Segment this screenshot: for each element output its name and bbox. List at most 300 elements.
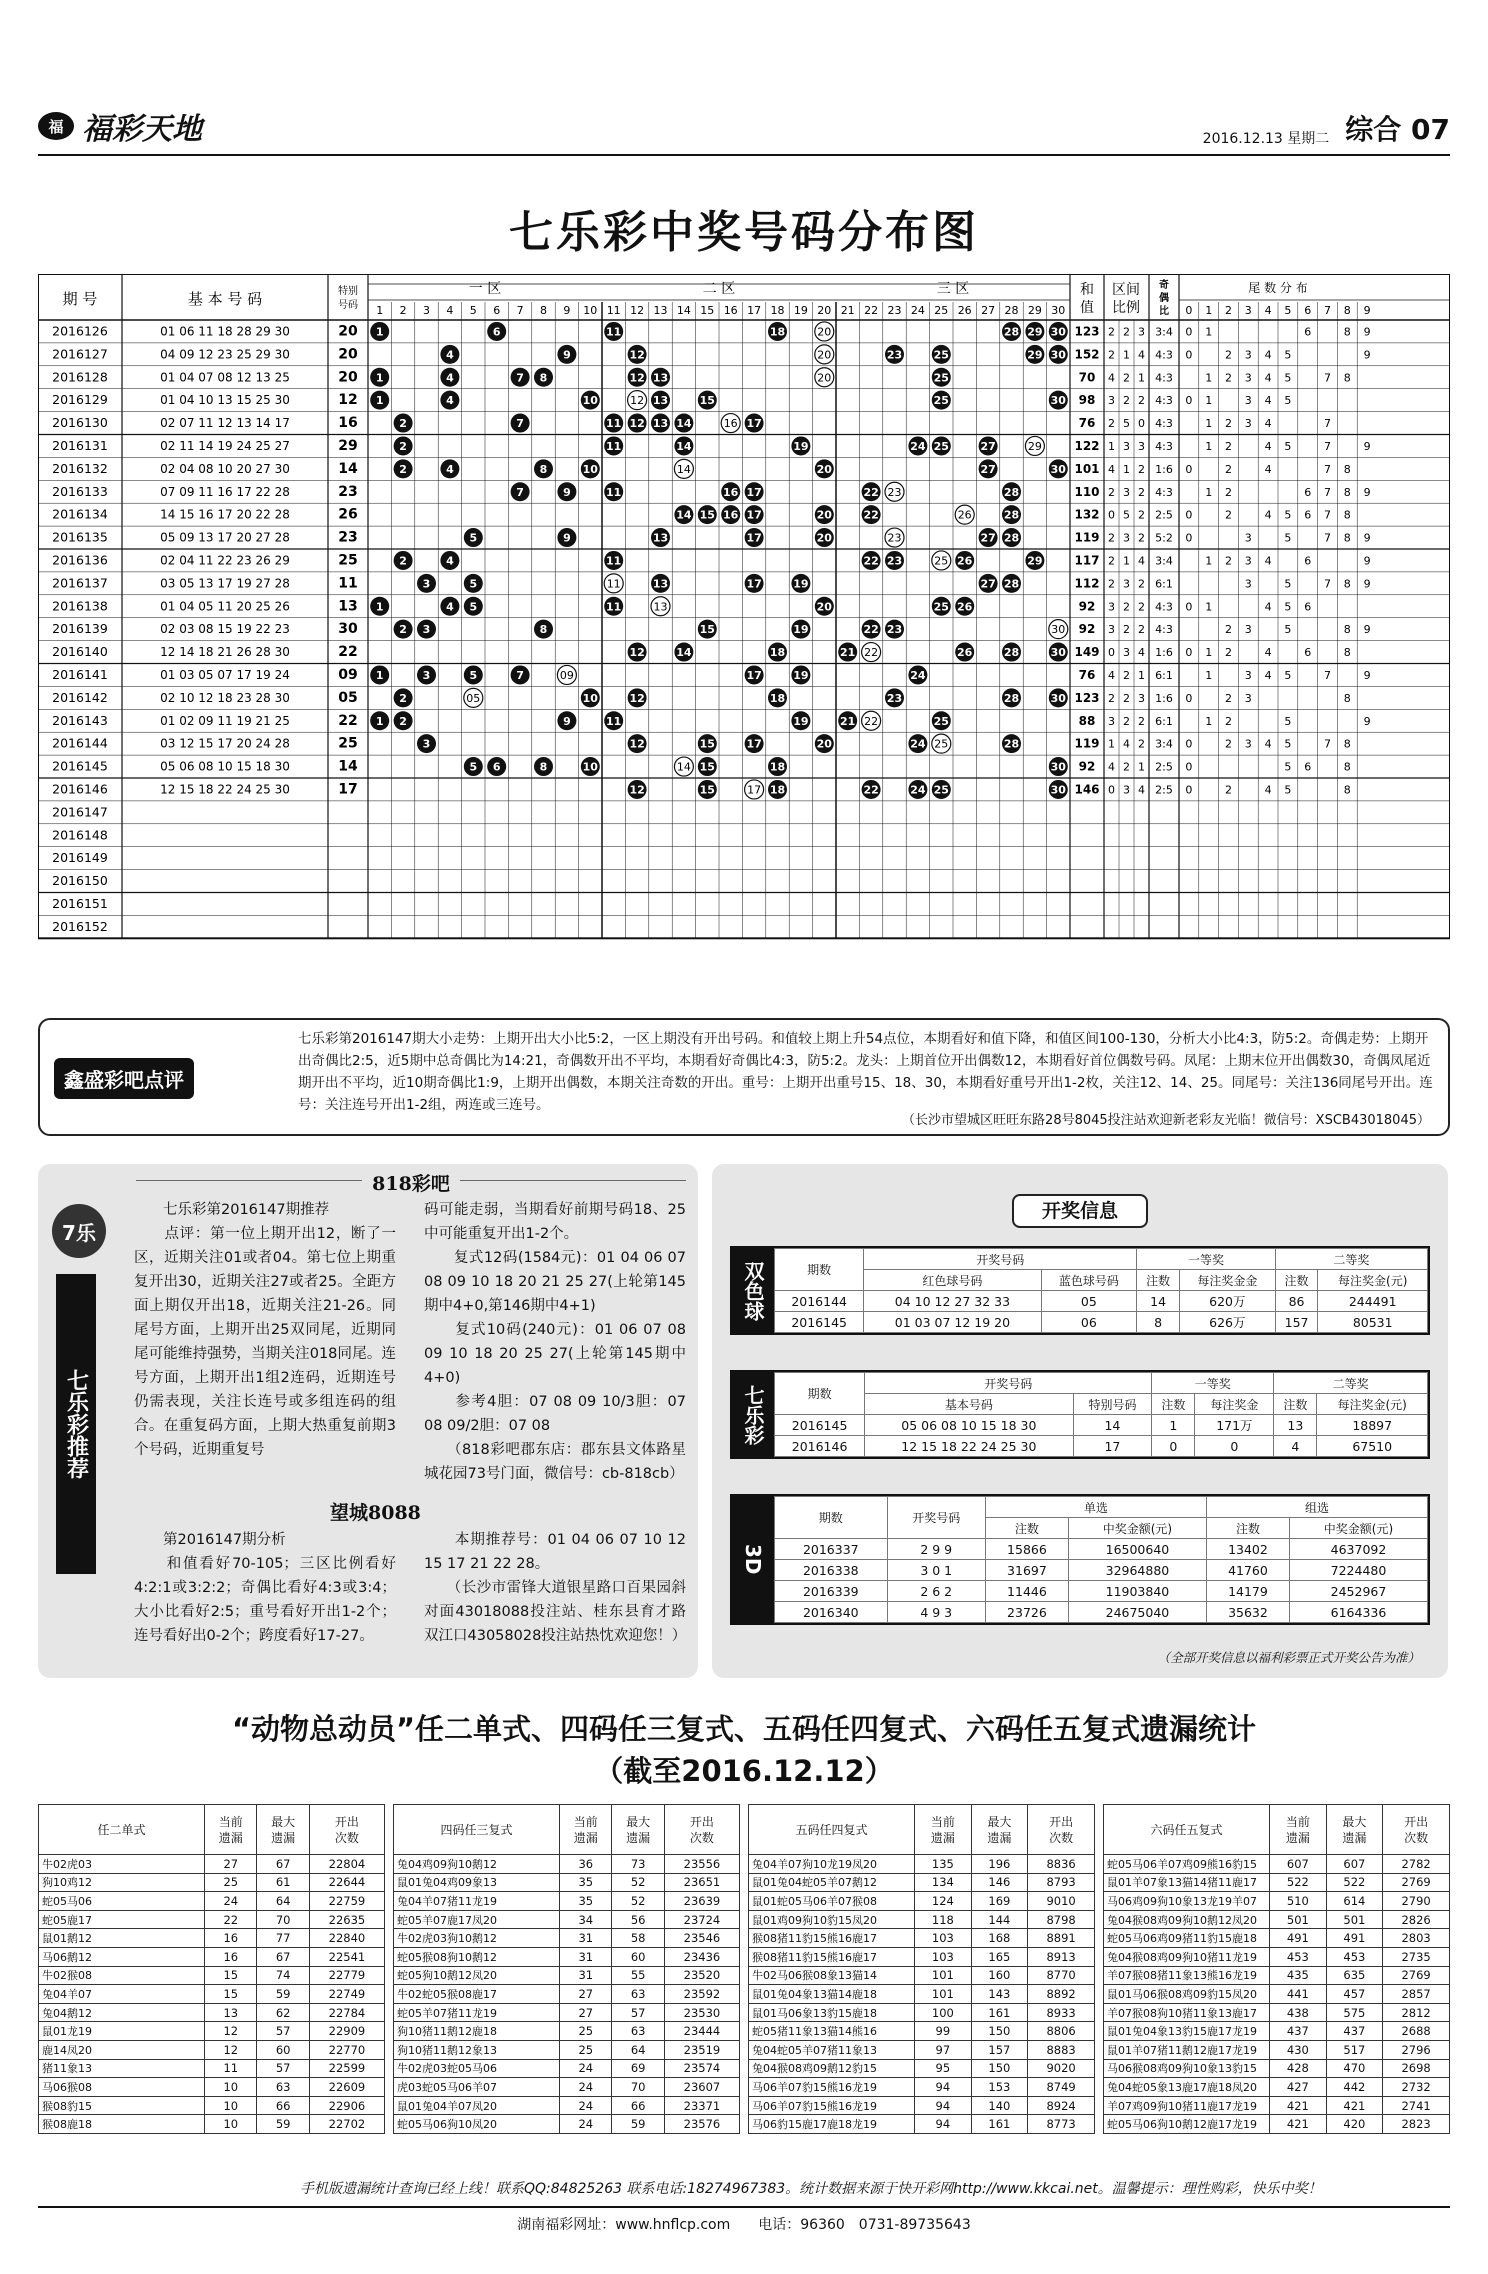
table-row	[1104, 1947, 1450, 1966]
header-tail: 尾 数 分 布	[1248, 281, 1308, 295]
stat-value: 2812	[1383, 2003, 1450, 2022]
combo: 牛02虎03狗10鹅12	[394, 1929, 560, 1948]
stat-value: 22609	[309, 2078, 384, 2097]
prize-grid	[774, 1248, 1428, 1333]
stat-value: 453	[1326, 1947, 1383, 1966]
drawn-number: 20	[816, 737, 832, 751]
row-special: 14	[338, 460, 358, 477]
combo: 鼠01龙19	[39, 2022, 205, 2041]
drawn-number: 5	[469, 760, 478, 774]
stat-value: 22909	[309, 2022, 384, 2041]
row-period: 2016138	[52, 598, 108, 614]
prize-cell: 80531	[1318, 1312, 1428, 1333]
stat-value: 63	[257, 2078, 309, 2097]
special-number: 14	[676, 760, 691, 774]
special-number: 20	[817, 325, 832, 339]
stat-value: 522	[1326, 1873, 1383, 1892]
row-ratio: 2	[1138, 485, 1145, 499]
row-tail: 3	[1244, 531, 1252, 545]
prize-row	[775, 1539, 1428, 1560]
stat-value: 196	[971, 1855, 1028, 1874]
row-ratio: 2	[1123, 325, 1130, 339]
row-sum: 110	[1074, 484, 1100, 499]
prize-cell: 18897	[1317, 1415, 1428, 1436]
header-odd-2: 比	[1159, 306, 1169, 317]
row-tail: 3	[1244, 691, 1252, 705]
combo: 兔04蛇05象13鹿17鹿18凤20	[1104, 2078, 1270, 2097]
combo: 鼠01马06象13豹15鹿18	[749, 2003, 915, 2022]
row-ratio: 5	[1123, 417, 1130, 431]
stats-title-line2: （截至2016.12.12）	[594, 1754, 894, 1788]
row-tail: 0	[1185, 691, 1193, 705]
drawn-number: 25	[933, 439, 949, 453]
drawn-number: 1	[375, 668, 384, 682]
stat-value: 607	[1326, 1855, 1383, 1874]
stat-value: 2769	[1383, 1873, 1450, 1892]
row-sum: 92	[1078, 599, 1096, 614]
col-group: 一等奖	[1137, 1249, 1275, 1270]
stat-value: 8924	[1028, 2096, 1095, 2115]
row-ratio: 5	[1123, 508, 1130, 522]
combo: 牛02蛇05猴08鹿17	[394, 1985, 560, 2004]
page-header	[38, 112, 1450, 156]
page-title: 七乐彩中奖号码分布图	[509, 207, 979, 258]
special-number: 29	[1027, 439, 1042, 453]
prize-cell: 2016145	[775, 1312, 864, 1333]
stat-value: 100	[915, 2003, 972, 2022]
combo: 牛02猴08	[39, 1966, 205, 1985]
row-ratio: 1	[1123, 554, 1130, 568]
stat-value: 70	[257, 1910, 309, 1929]
section-label: 综合 07	[1345, 113, 1450, 146]
col-header: 注数	[985, 1518, 1068, 1539]
drawn-number: 28	[1003, 737, 1020, 751]
prize-cell: 8	[1137, 1312, 1180, 1333]
drawn-number: 30	[1050, 760, 1066, 774]
stats-title	[0, 1708, 1488, 1792]
prize-cell: 24675040	[1068, 1602, 1206, 1623]
stat-value: 35	[560, 1892, 612, 1911]
stats-footnote: 手机版遗漏统计查询已经上线！联系QQ:84825263 联系电话:18274967383。统计数据来源于快开彩网http://www.kkcai.net。温馨提示：理性购彩，快乐中奖！	[300, 2181, 1322, 2197]
row-ratio: 2	[1123, 760, 1130, 774]
stat-value: 9010	[1028, 1892, 1095, 1911]
row-special: 12	[338, 392, 358, 409]
row-ratio: 1	[1108, 439, 1115, 453]
drawn-number: 17	[746, 485, 762, 499]
drawn-number: 7	[516, 485, 524, 499]
drawn-number: 2	[399, 554, 407, 568]
qlc-table	[730, 1370, 1430, 1459]
header-tail-digit: 8	[1343, 304, 1351, 317]
prize-cell: 12 15 18 22 24 25 30	[865, 1436, 1073, 1457]
special-number: 12	[630, 394, 645, 408]
stat-value: 63	[612, 2022, 664, 2041]
drawn-number: 26	[957, 554, 973, 568]
prize-cell: 11446	[985, 1581, 1068, 1602]
special-number: 25	[934, 737, 949, 751]
table-row	[1104, 2022, 1450, 2041]
special-number: 11	[606, 577, 621, 591]
stat-value: 22770	[309, 2040, 384, 2059]
row-tail: 4	[1264, 417, 1272, 431]
row-ratio: 0	[1138, 417, 1145, 431]
stat-value: 101	[915, 1966, 972, 1985]
stat-value: 150	[971, 2059, 1028, 2078]
row-sum: 123	[1074, 324, 1100, 339]
header-num: 12	[630, 304, 645, 317]
row-sum: 112	[1074, 576, 1100, 591]
col-header: 注数	[1206, 1518, 1289, 1539]
row-tail: 1	[1205, 439, 1213, 453]
header-num: 20	[817, 304, 832, 317]
table-row	[749, 2115, 1095, 2134]
row-ratio: 2	[1123, 668, 1130, 682]
prize-cell: 0	[1152, 1436, 1195, 1457]
combo: 牛02马06猴08象13猫14	[749, 1966, 915, 1985]
row-ratio: 4	[1108, 371, 1115, 385]
stat-value: 491	[1326, 1929, 1383, 1948]
combo: 鼠01鸡09狗10豹15凤20	[749, 1910, 915, 1929]
row-basic: 03 05 13 17 19 27 28	[160, 576, 290, 591]
table-row	[749, 1910, 1095, 1929]
drawn-number: 28	[1003, 508, 1020, 522]
row-period: 2016150	[52, 873, 108, 889]
header-num: 2	[399, 304, 407, 317]
drawn-number: 17	[746, 737, 762, 751]
drawn-number: 18	[769, 760, 786, 774]
header-num: 21	[840, 304, 855, 317]
combo: 鼠01兔04象13豹15鹿17龙19	[1104, 2022, 1270, 2041]
row-tail: 2	[1225, 714, 1232, 728]
row-period: 2016148	[52, 827, 108, 843]
stat-value: 150	[971, 2022, 1028, 2041]
row-period: 2016143	[52, 712, 108, 728]
row-ratio: 2	[1138, 462, 1145, 476]
prize-cell: 16500640	[1068, 1539, 1206, 1560]
drawn-number: 22	[863, 485, 879, 499]
row-ratio: 2	[1123, 600, 1130, 614]
prize-cell: 2016146	[775, 1436, 865, 1457]
drawn-number: 21	[840, 714, 856, 728]
combo: 鼠01兔04鸡09象13	[394, 1873, 560, 1892]
stat-value: 59	[612, 2115, 664, 2134]
drawn-number: 30	[1050, 462, 1066, 476]
row-period: 2016144	[52, 735, 108, 751]
header-num: 18	[770, 304, 785, 317]
row-tail: 2	[1225, 462, 1232, 476]
row-tail: 2	[1225, 348, 1232, 362]
row-tail: 4	[1264, 600, 1272, 614]
stat-value: 435	[1270, 1966, 1327, 1985]
table-name: 六码任五复式	[1104, 1805, 1270, 1855]
row-ratio: 3	[1108, 394, 1115, 408]
col-header: 开出 次数	[1028, 1805, 1095, 1855]
row-special: 26	[338, 506, 358, 523]
row-tail: 0	[1185, 508, 1193, 522]
stat-value: 491	[1270, 1929, 1327, 1948]
prize-cell: 13402	[1206, 1539, 1289, 1560]
combo: 兔04鹅12	[39, 2003, 205, 2022]
table-name: 五码任四复式	[749, 1805, 915, 1855]
table-row	[394, 2003, 740, 2022]
omission-table	[748, 1804, 1095, 2134]
stat-value: 94	[915, 2096, 972, 2115]
stat-value: 437	[1270, 2022, 1327, 2041]
row-sum: 98	[1078, 393, 1096, 408]
combo: 蛇05马06鸡09猪11豹15鹿18	[1104, 1929, 1270, 1948]
table-row	[394, 1892, 740, 1911]
row-tail: 1	[1205, 554, 1213, 568]
row-special: 30	[338, 621, 358, 638]
row-basic: 02 11 14 19 24 25 27	[160, 438, 290, 453]
drawn-number: 15	[699, 760, 715, 774]
special-number: 20	[817, 348, 832, 362]
drawn-number: 30	[1050, 646, 1066, 660]
row-basic: 05 09 13 17 20 27 28	[160, 530, 290, 545]
combo: 鼠01羊07猪11鹅12鹿17龙19	[1104, 2040, 1270, 2059]
table-row	[39, 2096, 385, 2115]
row-tail: 5	[1284, 737, 1292, 751]
row-tail: 5	[1284, 600, 1292, 614]
stat-value: 27	[560, 2003, 612, 2022]
table-row	[749, 2078, 1095, 2097]
row-tail: 7	[1324, 577, 1331, 591]
brand-name: 福彩天地	[82, 112, 202, 147]
stat-value: 153	[971, 2078, 1028, 2097]
stat-value: 22906	[309, 2096, 384, 2115]
header-zone-1: 一 区	[468, 281, 502, 297]
stat-value: 10	[205, 2078, 257, 2097]
drawn-number: 11	[606, 325, 622, 339]
stat-value: 23530	[664, 2003, 739, 2022]
row-basic: 01 04 05 11 20 25 26	[160, 599, 290, 614]
row-oddeven: 1:6	[1155, 691, 1173, 705]
stat-value: 58	[612, 1929, 664, 1948]
drawn-number: 7	[516, 417, 524, 431]
row-period: 2016151	[52, 895, 108, 911]
combo: 猴08猪11豹15熊16鹿17	[749, 1929, 915, 1948]
header-num: 27	[981, 304, 996, 317]
drawn-number: 19	[793, 623, 809, 637]
header-num: 13	[653, 304, 668, 317]
row-tail: 4	[1264, 462, 1272, 476]
row-tail: 1	[1205, 394, 1213, 408]
drawn-number: 23	[886, 348, 903, 362]
col-header: 最大 遗漏	[612, 1805, 664, 1855]
d3-table	[730, 1494, 1430, 1625]
lottery-label: 七乐彩	[732, 1372, 774, 1457]
row-ratio: 3	[1138, 439, 1145, 453]
prize-cell: 01 03 07 12 19 20	[864, 1312, 1041, 1333]
stat-value: 64	[257, 1892, 309, 1911]
header-tail-digit: 5	[1284, 304, 1292, 317]
row-tail: 9	[1363, 348, 1371, 362]
row-tail: 9	[1363, 714, 1371, 728]
row-oddeven: 3:4	[1155, 325, 1173, 339]
prize-grid	[774, 1496, 1428, 1623]
omission-table	[393, 1804, 740, 2134]
row-ratio: 2	[1123, 714, 1130, 728]
row-period: 2016128	[52, 369, 108, 385]
row-tail: 3	[1244, 348, 1252, 362]
header-num: 4	[446, 304, 454, 317]
row-tail: 4	[1264, 737, 1272, 751]
row-tail: 0	[1185, 531, 1193, 545]
drawn-number: 1	[375, 371, 384, 385]
row-sum: 149	[1074, 645, 1100, 660]
stat-value: 2732	[1383, 2078, 1450, 2097]
drawn-number: 8	[539, 371, 548, 385]
drawn-number: 18	[769, 783, 786, 797]
header-special: 特别	[338, 286, 358, 297]
drawn-number: 1	[375, 600, 384, 614]
commentary-box	[38, 1018, 1450, 1136]
row-tail: 8	[1343, 462, 1351, 476]
prize-row	[775, 1560, 1428, 1581]
prize-cell: 31697	[985, 1560, 1068, 1581]
stat-value: 25	[205, 1873, 257, 1892]
drawn-number: 9	[563, 485, 571, 499]
drawn-number: 24	[910, 439, 926, 453]
col-header: 中奖金额(元)	[1289, 1518, 1427, 1539]
row-tail: 6	[1304, 554, 1312, 568]
row-tail: 0	[1185, 325, 1193, 339]
stat-value: 8806	[1028, 2022, 1095, 2041]
row-tail: 5	[1284, 371, 1292, 385]
row-tail: 0	[1185, 783, 1193, 797]
row-basic: 01 04 10 13 15 25 30	[160, 393, 290, 408]
row-sum: 132	[1074, 507, 1100, 522]
row-oddeven: 4:3	[1155, 371, 1173, 385]
table-row	[1104, 1855, 1450, 1874]
drawn-number: 8	[539, 760, 548, 774]
drawn-number: 16	[723, 485, 739, 499]
row-tail: 2	[1225, 439, 1232, 453]
row-tail: 2	[1225, 646, 1232, 660]
combo: 蛇05马06狗10鹅12鹿17龙19	[1104, 2115, 1270, 2134]
stat-value: 52	[612, 1892, 664, 1911]
header-tail-digit: 4	[1264, 304, 1272, 317]
stat-value: 31	[560, 1947, 612, 1966]
row-tail: 5	[1284, 348, 1292, 362]
prize-cell: 2016337	[775, 1539, 888, 1560]
combo: 狗10鸡12	[39, 1873, 205, 1892]
drawn-number: 5	[469, 531, 478, 545]
row-tail: 1	[1205, 714, 1213, 728]
stat-value: 60	[257, 2040, 309, 2059]
drawn-number: 26	[957, 646, 973, 660]
table-row	[394, 2059, 740, 2078]
col-group: 开奖号码	[865, 1373, 1152, 1394]
row-basic: 12 14 18 21 26 28 30	[160, 645, 290, 660]
drawn-number: 15	[699, 508, 715, 522]
stat-value: 517	[1326, 2040, 1383, 2059]
commentary-badge: 鑫盛彩吧点评	[54, 1058, 194, 1099]
prize-cell: 2016144	[775, 1291, 864, 1312]
stat-value: 8933	[1028, 2003, 1095, 2022]
header-num: 17	[747, 304, 762, 317]
row-tail: 5	[1284, 394, 1292, 408]
stat-value: 74	[257, 1966, 309, 1985]
stat-value: 8749	[1028, 2078, 1095, 2097]
drawn-number: 14	[676, 439, 692, 453]
stat-value: 25	[560, 2022, 612, 2041]
row-oddeven: 2:5	[1155, 783, 1173, 797]
recommend-col-3: 第2016147期分析 和值看好70-105；三区比例看好4:2:1或3:2:2；奇偶比看好4:3或3:4；大小比看好2:5；重号看好开出1-2个；连号看好出0-2个；跨度看好17-27。	[134, 1532, 396, 1644]
recommend-col-2: 码可能走弱，当期看好前期号码18、25中可能重复开出1-2个。 复式12码(1584元)：01 04 06 07 08 09 10 18 20 21 25 27(上轮第145期中4+0,第146期中4+1) 复式10码(240元)：01 06 07 08 09 10 18 20 25 27(上轮第145期中4+0) 参考4胆：07 08 09 10/3胆：07 08 09/2胆：07 08 （818彩吧郡东店：郡东县文体路星城花园73号门面，微信号：cb-818cb）	[424, 1202, 686, 1482]
row-sum: 76	[1078, 416, 1096, 431]
header-num: 26	[957, 304, 972, 317]
table-row	[394, 1873, 740, 1892]
special-number: 22	[864, 646, 879, 660]
row-tail: 6	[1304, 325, 1312, 339]
prize-cell: 4637092	[1289, 1539, 1427, 1560]
row-special: 22	[338, 712, 358, 729]
row-tail: 3	[1244, 737, 1252, 751]
stat-value: 428	[1270, 2059, 1327, 2078]
row-ratio: 4	[1138, 646, 1145, 660]
drawn-number: 27	[980, 439, 996, 453]
stat-value: 59	[257, 1985, 309, 2004]
table-row	[1104, 2096, 1450, 2115]
table-name: 任二单式	[39, 1805, 205, 1855]
drawn-number: 30	[1050, 325, 1066, 339]
col-header: 注数	[1137, 1270, 1180, 1291]
combo: 马06鹅12	[39, 1947, 205, 1966]
combo: 兔04鸡09狗10鹅12	[394, 1855, 560, 1874]
row-tail: 2	[1225, 783, 1232, 797]
drawn-number: 21	[840, 646, 856, 660]
stat-value: 10	[205, 2115, 257, 2134]
drawn-number: 15	[699, 623, 715, 637]
row-period: 2016126	[52, 323, 108, 339]
row-period: 2016127	[52, 346, 108, 362]
header-tail-digit: 3	[1244, 304, 1252, 317]
prize-cell: 2 6 2	[887, 1581, 985, 1602]
stat-value: 60	[612, 1947, 664, 1966]
row-oddeven: 6:1	[1155, 714, 1173, 728]
combo: 鼠01兔04羊07凤20	[394, 2096, 560, 2115]
row-tail: 8	[1343, 760, 1351, 774]
prize-cell: 171万	[1195, 1415, 1274, 1436]
row-tail: 5	[1284, 668, 1292, 682]
stat-value: 118	[915, 1910, 972, 1929]
combo: 兔04羊07	[39, 1985, 205, 2004]
stat-value: 94	[915, 2115, 972, 2134]
distribution-chart	[38, 274, 1450, 1002]
drawn-number: 13	[652, 531, 669, 545]
header-num: 30	[1051, 304, 1066, 317]
stat-value: 2782	[1383, 1855, 1450, 1874]
row-special: 09	[338, 666, 358, 683]
stat-value: 24	[560, 2078, 612, 2097]
combo: 鼠01兔04蛇05羊07鹅12	[749, 1873, 915, 1892]
drawn-number: 30	[1050, 348, 1066, 362]
table-row	[394, 2022, 740, 2041]
row-period: 2016147	[52, 804, 108, 820]
row-tail: 1	[1205, 646, 1213, 660]
stat-value: 63	[612, 1985, 664, 2004]
stat-value: 2790	[1383, 1892, 1450, 1911]
drawn-number: 29	[1027, 348, 1043, 362]
drawn-number: 17	[746, 577, 762, 591]
drawn-number: 2	[399, 439, 407, 453]
special-number: 22	[864, 714, 879, 728]
stat-value: 16	[205, 1947, 257, 1966]
table-row	[749, 2059, 1095, 2078]
drawn-number: 8	[539, 623, 548, 637]
stat-value: 66	[257, 2096, 309, 2115]
